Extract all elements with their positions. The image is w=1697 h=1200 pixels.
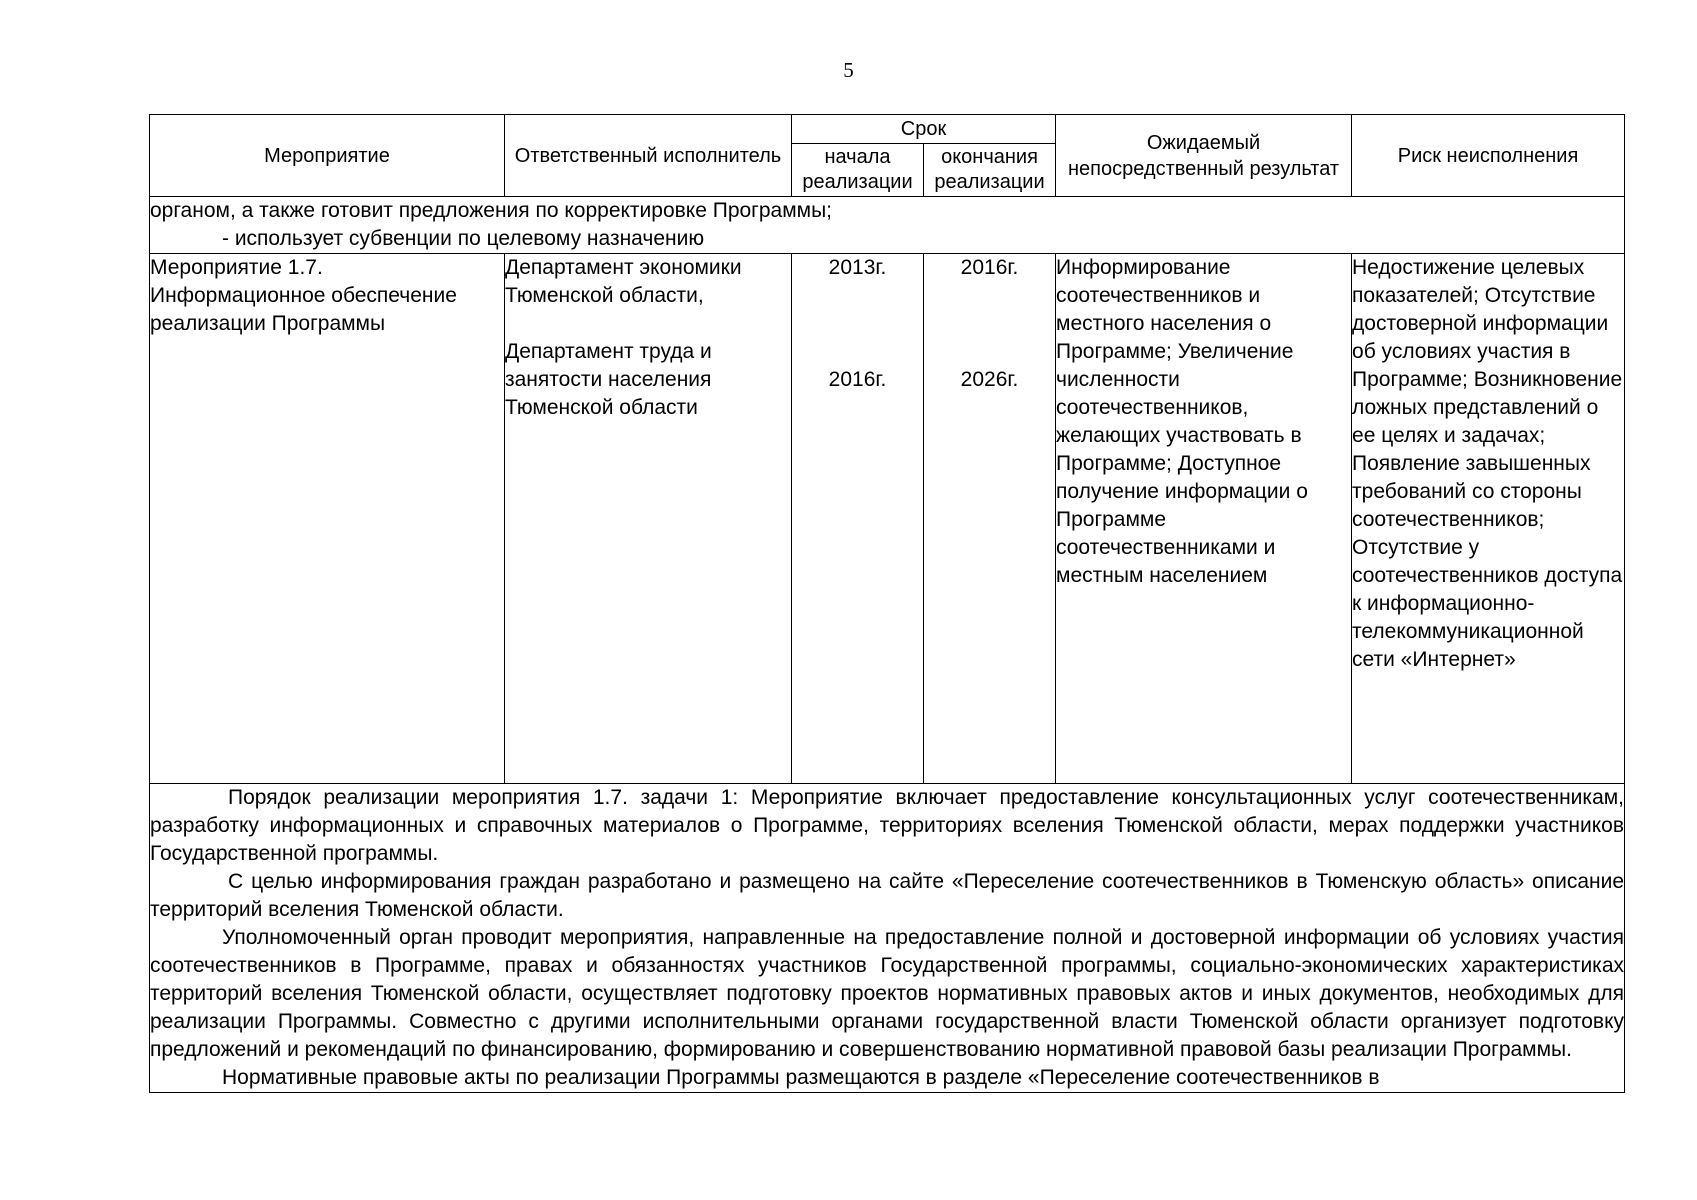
expected-result-cell: Информирование соотечественников и местного населения о Программе; Увеличение численности соотечественников, желающих участвовать в Программе; Доступное получение информации о Программе соотечественниками и местным населением — [1056, 254, 1352, 784]
program-activities-table — [149, 114, 1625, 1093]
continuation-line-2: - использует субвенции по целевому назначению — [222, 227, 705, 250]
start-date-1: 2013г. — [828, 256, 887, 279]
continuation-line-1: органом, а также готовит предложения по корректировке Программы; — [150, 199, 832, 222]
end-date-2: 2026г. — [960, 368, 1019, 391]
header-activity: Мероприятие — [150, 115, 505, 197]
end-date-1: 2016г. — [960, 256, 1019, 279]
page-number: 5 — [843, 58, 854, 82]
header-term: Срок — [792, 115, 1056, 144]
executor-1: Департамент экономики Тюменской области, — [505, 256, 742, 307]
header-row — [150, 115, 1625, 144]
paragraph-website: С целью информирования граждан разработано и размещено на сайте «Переселение соотечественников в Тюменскую область» описание территорий вселения Тюменской области. — [150, 870, 1625, 921]
paragraph-procedure: Порядок реализации мероприятия 1.7. задачи 1: Мероприятие включает предоставление консультационных услуг соотечественникам, разработку информационных и справочных материалов о Программе, территориях вселения Тюменской области, мерах поддержки участников Государственной программы. — [150, 786, 1625, 865]
header-expected-result: Ожидаемый непосредственный результат — [1056, 115, 1352, 197]
activity-cell: Мероприятие 1.7. Информационное обеспечение реализации Программы — [150, 254, 505, 784]
paragraph-authorized-body: Уполномоченный орган проводит мероприятия, направленные на предоставление полной и достоверной информации об условиях участия соотечественников в Программе, правах и обязанностях участников Государственной программы, социально-экономических характеристиках территорий вселения Тюменской области, осуществляет подготовку проектов нормативных правовых актов и иных документов, необходимых для реализации Программы. Совместно с другими исполнительными органами государственной власти Тюменской области организует подготовку предложений и рекомендаций по финансированию, формированию и совершенствованию нормативной правовой базы реализации Программы. — [150, 926, 1625, 1061]
header-risk: Риск неисполнения — [1352, 115, 1625, 197]
end-cell — [924, 254, 1056, 784]
continuation-row — [150, 197, 1625, 254]
description-cell — [150, 784, 1625, 1093]
executor-cell — [505, 254, 792, 784]
description-row — [150, 784, 1625, 1093]
paragraph-legal-acts: Нормативные правовые акты по реализации Программы размещаются в разделе «Переселение соотечественников в — [222, 1066, 1380, 1089]
table-row — [150, 254, 1625, 784]
continuation-cell — [150, 197, 1625, 254]
header-term-start: начала реализации — [792, 144, 924, 197]
risk-cell: Недостижение целевых показателей; Отсутствие достоверной информации об условиях участия в Программе; Возникновение ложных представлений о ее целях и задачах; Появление завышенных требований со стороны соотечественников; Отсутствие у соотечественников доступа к информационно-телекоммуникационной сети «Интернет» — [1352, 254, 1625, 784]
executor-2: Департамент труда и занятости населения Тюменской области — [505, 340, 712, 419]
start-cell — [792, 254, 924, 784]
header-term-end: окончания реализации — [924, 144, 1056, 197]
header-executor: Ответственный исполнитель — [505, 115, 792, 197]
start-date-2: 2016г. — [828, 368, 887, 391]
